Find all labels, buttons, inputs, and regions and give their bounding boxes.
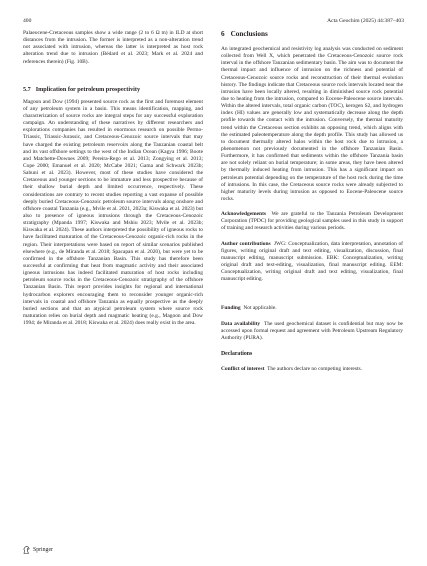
declarations-heading: Declarations [221,350,253,357]
acknowledgements-label: Acknowledgements [221,211,267,218]
section-number: 6 [221,30,225,38]
section-heading-6 [221,30,403,38]
acknowledgements-text: We are grateful to the Tanzania Petroleum Development Corporation (TPDC) for providing geological samples used in this study in support of training and research activities during various periods. [221,211,403,232]
data-availability-label: Data availability [221,320,261,327]
section-title: Conclusions [230,30,268,38]
section-number: 5.7 [23,85,31,93]
funding-block [221,305,403,312]
publisher-name: Springer [33,547,53,553]
springer-horse-icon [23,546,30,554]
conflict-of-interest-label: Conflict of interest [221,365,265,372]
conflict-of-interest-block [221,366,403,373]
data-availability-text: The used geochemical dataset is confidential but may now be accessed upon formal request and agreement with Petroleum Upstream Regulatory Authority (PURA). [221,320,403,341]
continued-paragraph: Palaeocene-Cretaceous samples show a wide range (2 to 6 Ω m) in ILD at short distances from the intrusion. The former is interpreted as a non-alteration trend not associated with intrusion, whereas the latter is interpreted as host rock alteration trend due to intrusion (Bédard et al. 2023; Mark et al. 2024 and references therein) (Fig. 10B). [23,30,203,65]
conclusions-paragraph: An integrated geochemical and resistivity log analysis was conducted on sediment collected from Well X, which penetrated the Cretaceous-Cenozoic source rock interval in the offshore Tanzanian sedimentary basin. The aim was to document the thermal impact and influence of intrusion on the richness and potential of Cretaceous-Cenozoic source rocks and reconstruction of their thermal evolution history. The findings indicate that Cretaceous source rock intervals located near the intrusion have been locally altered, resulting in diminished source rock potential due to heating from the intrusion, compared to Eocene-Paleocene source intervals. Within the altered intervals, total organic carbon (TOC), kerogen S2, and hydrogen index (HI) values are generally low and systematically decrease along the depth profile towards the contact with the intrusion. Conversely, the thermal maturity trend within the Cretaceous section exhibits an opposing trend, which aligns with the estimated paleotemperature along the depth profile. This study has allowed us to document thermally altered halos within the host rock due to intrusion, a phenomenon not previously documented in the offshore Tanzanian Basin. Furthermore, it has confirmed that sediments within the offshore Tanzania basin are not solely reliant on burial temperature; in some areas, they have been altered by thermally induced heating from intrusion. This has a significant impact on petroleum potential depending on the temperature of the host rock during the time of intrusions. In this case, the Cretaceous source rocks were already subjected to higher maturity levels during intrusion as opposed to Eocene-Paleocene source rocks. [221,46,403,202]
funding-text: Not applicable. [243,305,277,312]
data-availability-block [221,321,403,342]
author-contributions-label: Author contributions [221,240,271,247]
section-heading-5-7 [23,86,203,93]
page-number: 400 [23,18,32,24]
body-paragraph: Magoon and Dow (1994) presented source rock as the first and foremost element of any petroleum system in a basin. This means identification, mapping, and characterization of source rocks are integral steps for any successful exploration campaign. An understanding of these narratives by different researchers and explorations companies has resulted in enormous research on possible Permo-Triassic, Triassic-Jurassic, and Cretaceous-Cenozoic source intervals that may have charged the existing petroleum reservoirs along the Tanzanian coastal belt and its vast offshore settings to the west of the Indian Ocean (Kagya 1996; Boote and Matchette-Downes 2009; Pereira-Rego et al. 2013; Zongying et al. 2013; Cope 2000; Emanuel et al. 2020; McCabe 2021; Gama and Schwark 2023b; Sabuni et al. 2023). However, most of these studies have considered the Cretaceous and younger sections to be immature and less prospective because of their shallow burial depth and limited occurrence, respectively. These considerations are contrary to recent studies reporting a vast expanse of possible deeply buried Cretaceous-Cenozoic petroleum source intervals along onshore and offshore coastal Tanzania (e.g., Mvile et al. 2021, 2023a; Kiswaka et al. 2023) but also to presence of igneous intrusions through the Cretaceous-Cenozoic stratigraphy (Mpanda 1997; Kiswaka and Mshiu 2023; Mvile et al. 2023b; Kiswaka et al. 2024). These authors interpreted the possibility of igneous rocks to have facilitated maturation of the Cretaceous-Cenozoic organic-rich rocks in the region. Their interpretations were based on report of similar scenarios published elsewhere (e.g., de Miranda et al. 2018; Spacapan et al. 2020), but were yet to be confirmed in the offshore Tanzanian Basin. This study has therefore been successful at confirming that heat from magmatic activity and their associated igneous intrusions has indeed facilitated maturation of host rocks including petroleum source rocks in the Cretaceous-Cenozoic stratigraphy of the offshore Tanzanian Basin. This report provides insights for regional and international hydrocarbon explorers encouraging them to reconsider younger organic-rich intervals in coastal and offshore Tanzania as equally prospective as the deeply buried sections and that an atypical petroleum system where source rock maturation relies on burial depth and magmatic heating (e.g., Magoon and Dow 1994; de Miranda et al. 2018; Kiswaka et al. 2024) does really exist in the area. [23,98,203,327]
right-column [221,30,403,373]
section-title: Implication for petroleum prospectivity [35,85,141,93]
conflict-of-interest-text: The authors declare no competing interests. [267,365,362,372]
publisher-footer [23,546,53,554]
left-column [23,30,203,327]
journal-citation: Acta Geochim (2025) 44:387–403 [327,18,404,24]
acknowledgements-block [221,211,403,232]
author-contributions-text: JWG: Conceptualization, data interpretation, annotation of figures, writing original draft and text editing, visualization, discussion, final manuscript editing, manuscript submission. EBK: Conceptualization, writing original draft and text-editing, visualization, final manuscript editing. EEM: Conceptualization, writing original draft and text editing, visualization, final manuscript editing. [221,240,403,283]
author-contributions-block [221,241,403,284]
funding-label: Funding [221,305,241,312]
